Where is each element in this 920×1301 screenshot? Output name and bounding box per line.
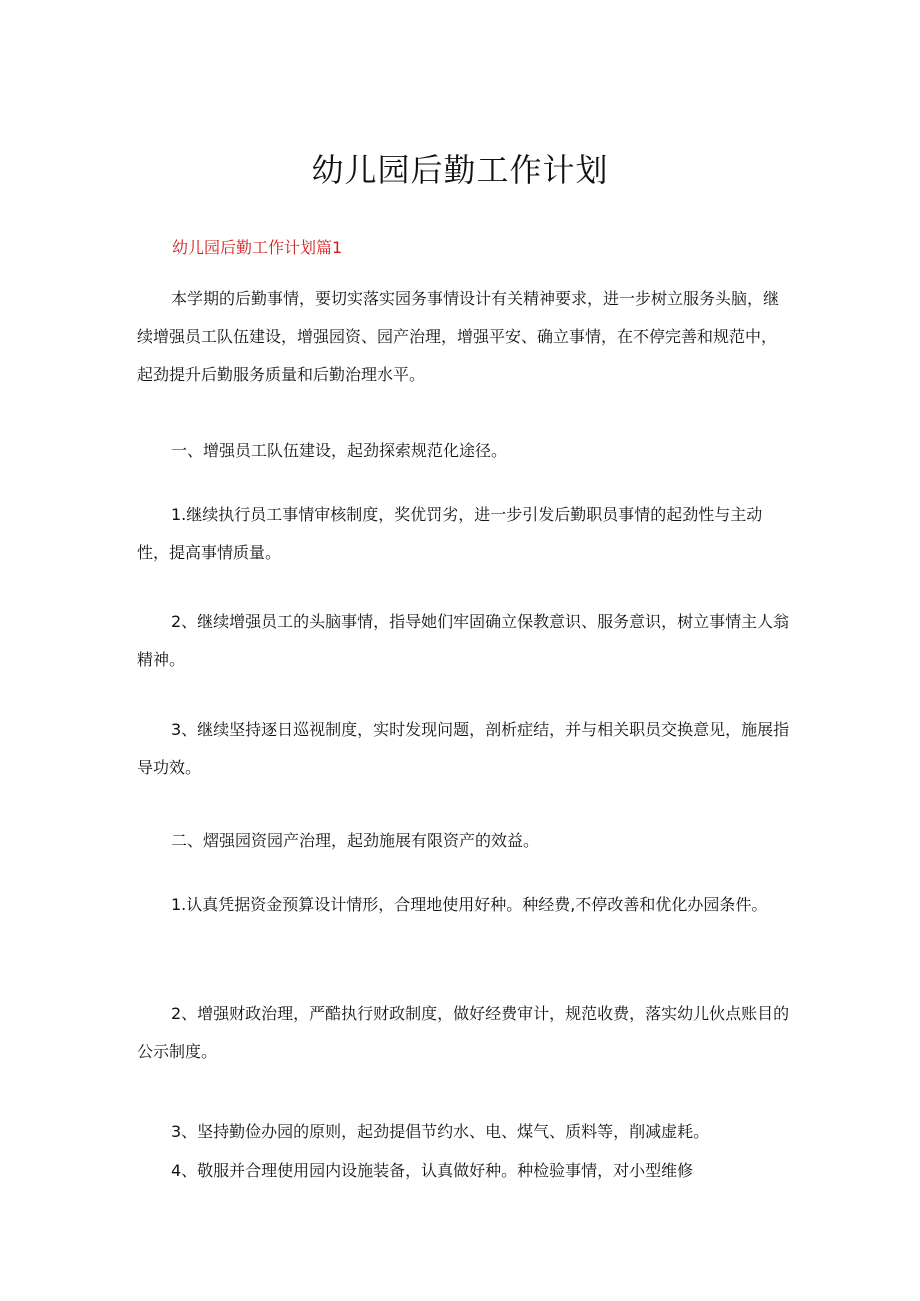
heading-two: 二、熠强园资园产治理，起劲施展有限资产的效益。 xyxy=(171,831,540,850)
paragraph-1-3: 3、继续坚持逐日巡视制度，实时发现问题，剖析症结，并与相关职员交换意见，施展指导功效。 xyxy=(137,720,790,777)
paragraph-2-1: 1.认真凭据资金预算设计情形，合理地使用好种。种经费,不停改善和优化办园条件。 xyxy=(171,895,768,914)
paragraph-1-1: 1.继续执行员工事情审核制度，奖优罚劣，进一步引发后勤职员事情的起劲性与主动性，提高事情质量。 xyxy=(137,505,763,562)
paragraph-1-2: 2、继续增强员工的头脑事情，指导她们牢固确立保教意识、服务意识，树立事情主人翁精神。 xyxy=(137,612,790,669)
paragraph-2-4: 4、敬服并合理使用园内设施装备，认真做好种。种检验事情，对小型维修 xyxy=(171,1161,694,1180)
paragraph-2-3: 3、坚持勤俭办园的原则，起劲提倡节约水、电、煤气、质料等，削减虚耗。 xyxy=(171,1122,710,1141)
document-title: 幼儿园后勤工作计划 xyxy=(311,151,609,189)
paragraph-2-2: 2、增强财政治理，严酷执行财政制度，做好经费审计，规范收费，落实幼儿伙点账目的公示制度。 xyxy=(137,1004,790,1061)
heading-one: 一、增强员工队伍建设，起劲探索规范化途径。 xyxy=(171,441,508,460)
paragraph-intro: 本学期的后勤事情，要切实落实园务事情设计有关精神要求，进一步树立服务头脑，继续增强员工队伍建设，增强园资、园产治理，增强平安、确立事情，在不停完善和规范中，起劲提升后勤服务质量和后勤治理水平。 xyxy=(137,289,780,384)
section-subtitle: 幼儿园后勤工作计划篇1 xyxy=(172,238,343,257)
